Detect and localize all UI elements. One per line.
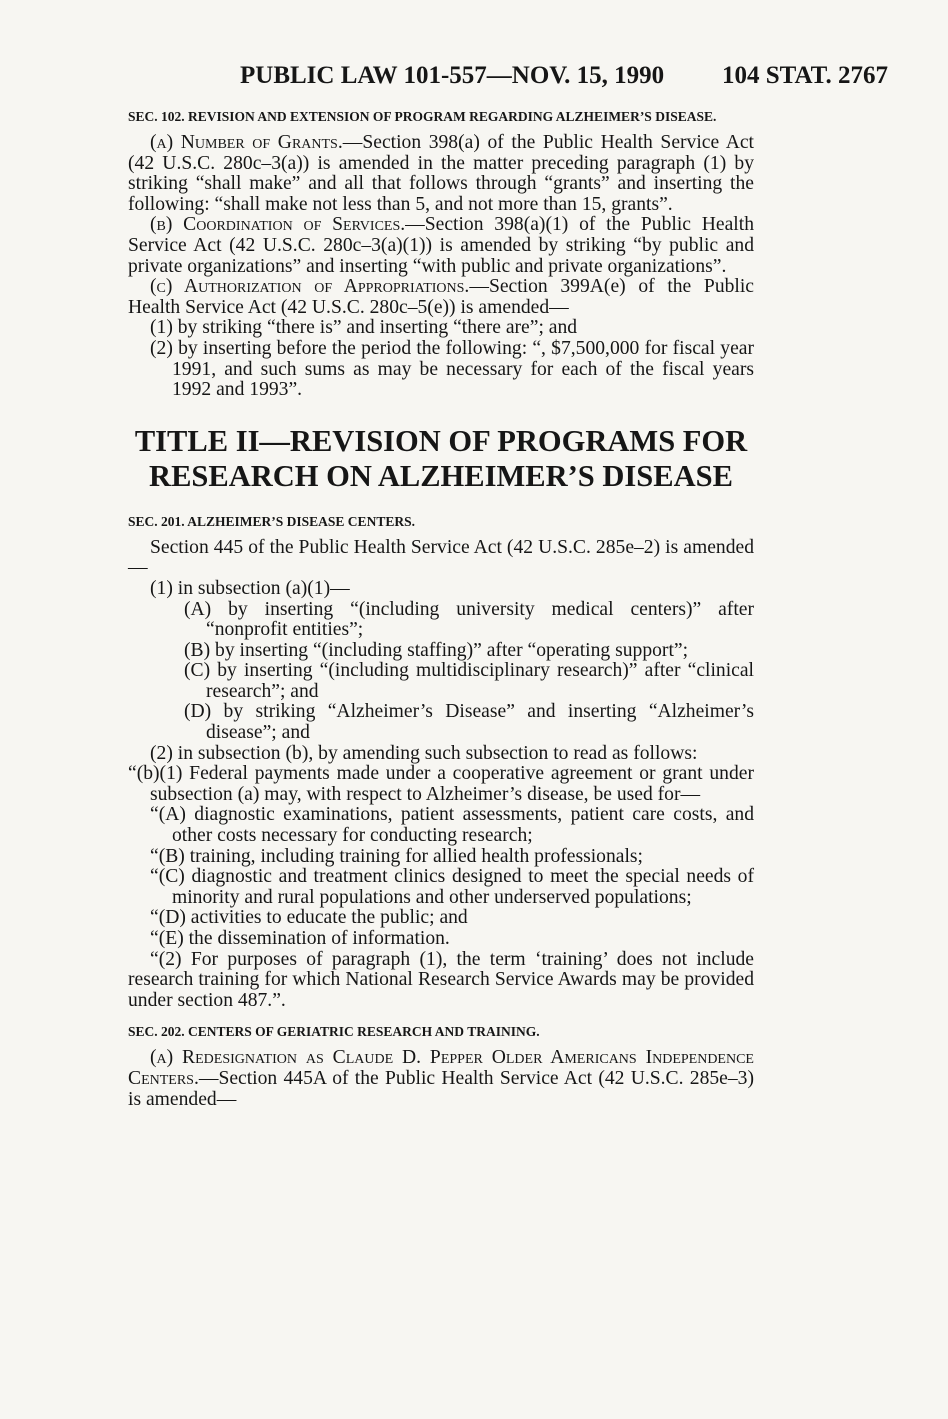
title-line-1: TITLE II—REVISION OF PROGRAMS FOR <box>134 423 748 458</box>
public-law-title: PUBLIC LAW 101-557—NOV. 15, 1990 <box>240 62 665 89</box>
subsection-a-heading: (a) Redesignation as Claude D. Pepper Older Americans Independence Centers. <box>128 1047 754 1089</box>
paragraph-item: (2) in subsection (b), by amending such subsection to read as follows: <box>150 742 698 764</box>
document-body <box>128 108 754 1110</box>
title-line-2: RESEARCH ON ALZHEIMER’S DISEASE <box>149 458 733 493</box>
subparagraph-item: (B) by inserting “(including staffing)” after “operating support”; <box>184 639 689 661</box>
title-ii-heading <box>128 424 754 494</box>
subsection-a-text: —Section 445A of the Public Health Service Act (42 U.S.C. 285e–3) is amended— <box>128 1067 754 1110</box>
statute-page-number: 104 STAT. 2767 <box>722 62 888 89</box>
subsection-a-text: —Section 398(a) of the Public Health Service Act (42 U.S.C. 280c–3(a)) is amended in the matter preceding paragraph (1) by striking “shall make” and all that follows through “grants” and inserting the following: “shall make not less than 5, and not more than 15, grants”. <box>128 132 754 215</box>
sec-102-heading: SEC. 102. REVISION AND EXTENSION OF PROGRAM REGARDING ALZHEIMER’S DISEASE. <box>128 109 717 124</box>
subsection-a-heading: (a) Number of Grants. <box>150 132 343 153</box>
running-head <box>0 62 948 92</box>
sec-201-intro: Section 445 of the Public Health Service Act (42 U.S.C. 285e–2) is amended— <box>128 536 754 579</box>
quoted-item: “(A) diagnostic examinations, patient assessments, patient care costs, and other costs necessary for conducting research; <box>150 804 754 847</box>
subsection-c-heading: (c) Authorization of Appropriations. <box>150 276 470 298</box>
quoted-item: “(B) training, including training for allied health professionals; <box>150 845 643 867</box>
quoted-item: “(E) the dissemination of information. <box>150 928 450 949</box>
subsection-b-text: —Section 398(a)(1) of the Public Health Service Act (42 U.S.C. 280c–3(a)(1)) is amended by striking “by public and private organizations” and inserting “with public and private organizations”. <box>128 214 754 277</box>
subsection-b-heading: (b) Coordination of Services. <box>150 214 406 236</box>
subparagraph-item: (A) by inserting “(including university medical centers)” after “nonprofit entities”; <box>184 598 754 641</box>
sec-102-subsection-a <box>128 133 754 215</box>
sec-202-heading: SEC. 202. CENTERS OF GERIATRIC RESEARCH AND TRAINING. <box>128 1024 540 1040</box>
subsection-c-text: —Section 399A(e) of the Public Health Service Act (42 U.S.C. 280c–5(e)) is amended— <box>128 276 754 318</box>
paragraph-item: (2) by inserting before the period the following: “, $7,500,000 for fiscal year 1991, and such sums as may be necessary for each of the fiscal years 1992 and 1993”. <box>150 337 754 401</box>
sec-102-subsection-b <box>128 215 754 277</box>
sec-202-subsection-a <box>128 1048 754 1110</box>
quoted-item: “(D) activities to educate the public; and <box>150 907 468 929</box>
subparagraph-item: (C) by inserting “(including multidisciplinary research)” after “clinical research”; and <box>184 660 754 702</box>
quoted-paragraph-2: “(2) For purposes of paragraph (1), the term ‘training’ does not include research training for which National Research Service Awards may be provided under section 487.”. <box>128 948 754 1011</box>
sec-102-subsection-c <box>128 277 754 318</box>
quoted-subsection-b1: “(b)(1) Federal payments made under a cooperative agreement or grant under subsection (a) may, with respect to Alzheimer’s disease, be used for— <box>128 763 754 805</box>
subparagraph-item: (D) by striking “Alzheimer’s Disease” and inserting “Alzheimer’s disease”; and <box>184 701 754 744</box>
sec-201-heading: SEC. 201. ALZHEIMER’S DISEASE CENTERS. <box>128 513 415 529</box>
quoted-item: “(C) diagnostic and treatment clinics designed to meet the special needs of minority and rural populations and other underserved populations; <box>150 866 754 908</box>
paragraph-item: (1) in subsection (a)(1)— <box>150 577 350 599</box>
paragraph-item: (1) by striking “there is” and inserting “there are”; and <box>150 317 578 339</box>
